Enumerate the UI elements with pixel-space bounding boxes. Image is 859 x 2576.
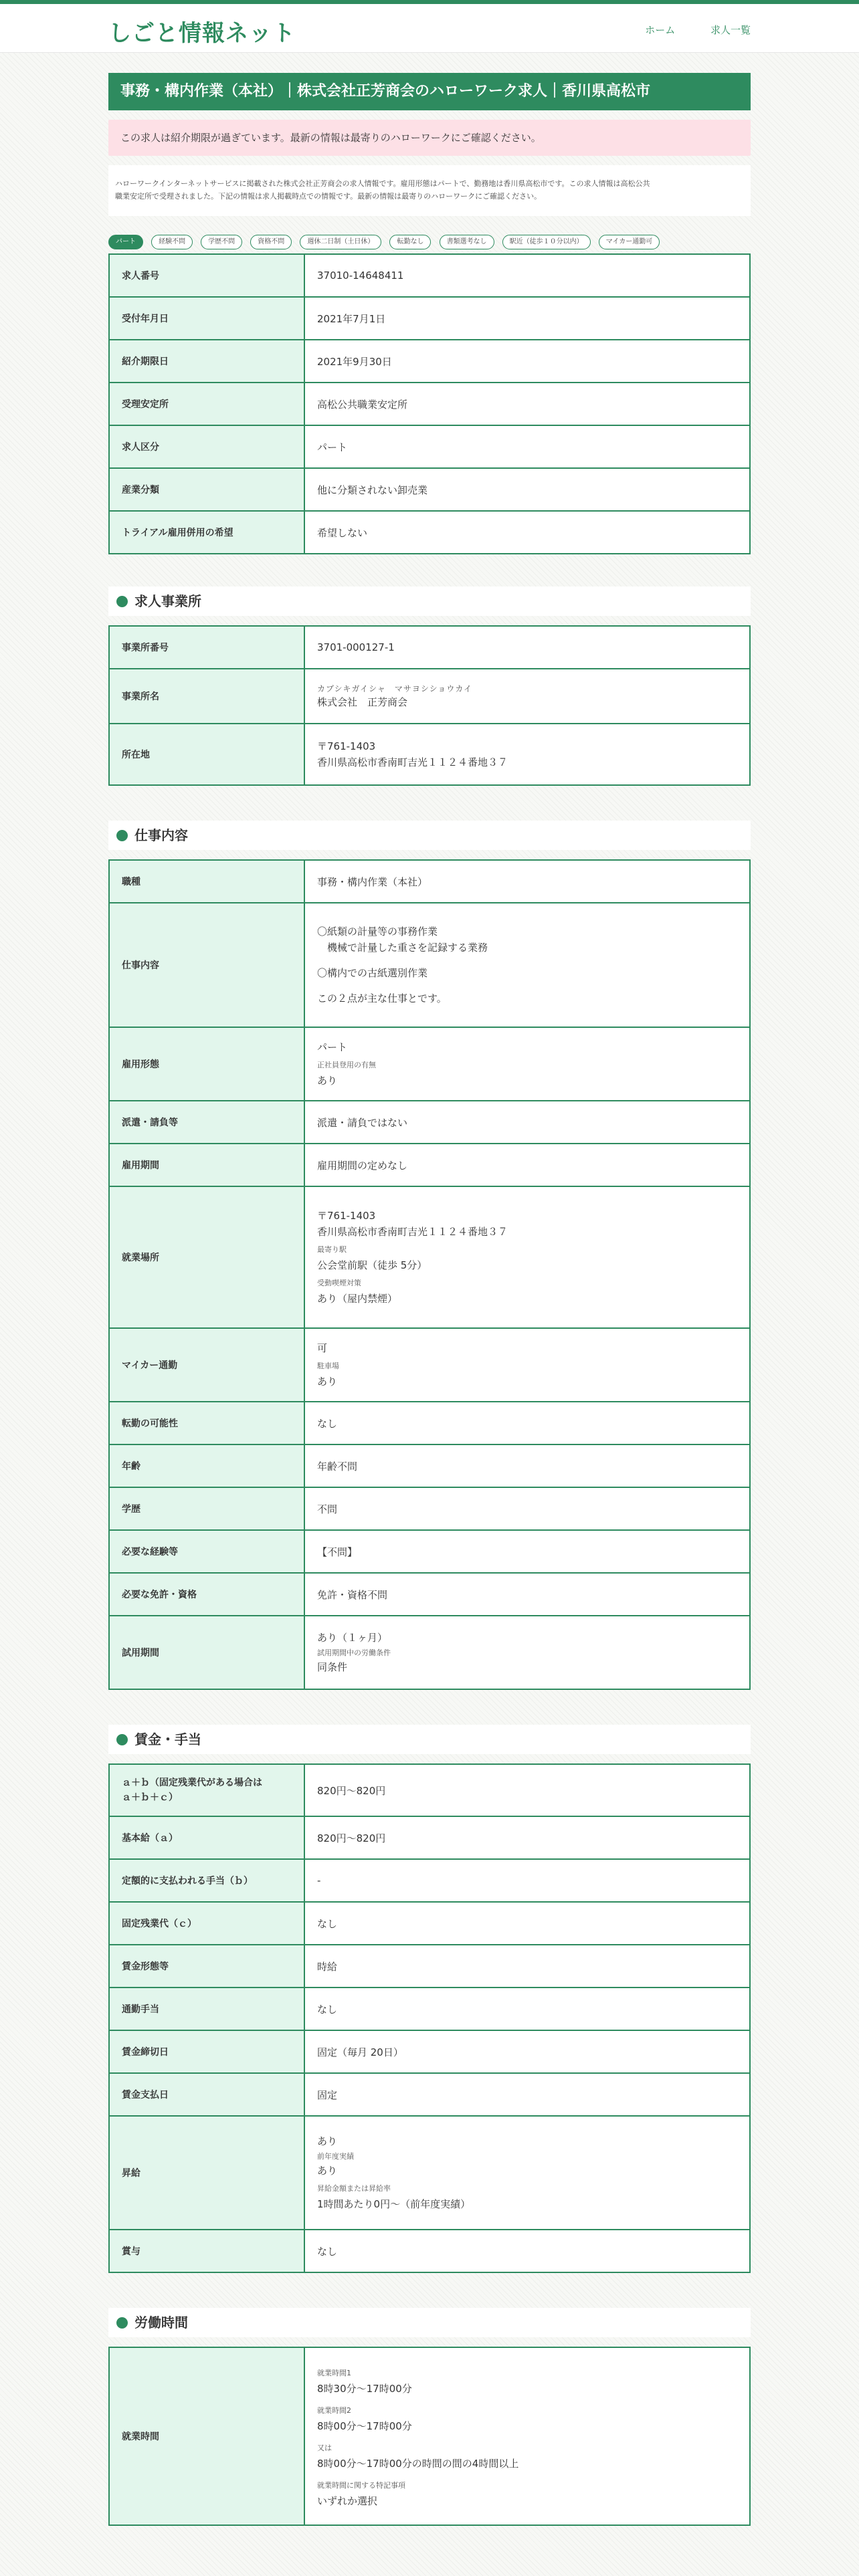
- expired-alert: この求人は紹介期限が過ぎています。最新の情報は最寄りのハローワークにご確認ください。: [108, 120, 751, 156]
- nearest-station: 公会堂前駅（徒歩 5分）: [317, 1259, 427, 1271]
- row-value: 高松公共職業安定所: [304, 383, 750, 425]
- table-row: [109, 669, 750, 724]
- row-label: 固定残業代（ｃ）: [109, 1902, 304, 1945]
- row-value: 固定: [304, 2073, 750, 2116]
- row-label: 通勤手当: [109, 1988, 304, 2030]
- table-row: [109, 1859, 750, 1902]
- bullet-dot-icon: [116, 830, 128, 841]
- section-title: 賃金・手当: [134, 1731, 201, 1747]
- table-row: [109, 425, 750, 468]
- table-row: [109, 1027, 750, 1101]
- main-content: [108, 73, 751, 2526]
- row-value: 時給: [304, 1945, 750, 1988]
- tag-near-station[interactable]: 駅近（徒歩１０分以内）: [502, 235, 591, 249]
- row-label: 年齢: [109, 1444, 304, 1487]
- table-row: [109, 1945, 750, 1988]
- table-row: [109, 2116, 750, 2230]
- hours-table: [108, 2347, 751, 2526]
- row-label: 必要な経験等: [109, 1530, 304, 1573]
- row-value: 他に分類されない卸売業: [304, 468, 750, 511]
- content-line: 〇構内での古紙選別作業: [317, 967, 428, 979]
- row-label: トライアル雇用併用の希望: [109, 511, 304, 554]
- table-row: [109, 1101, 750, 1144]
- row-value: 2021年9月30日: [304, 340, 750, 383]
- row-label: 事業所番号: [109, 626, 304, 669]
- table-row: [109, 903, 750, 1027]
- basic-info-table: [108, 253, 751, 554]
- sub-label: 昇給金額または昇給率: [317, 2184, 391, 2193]
- row-value: [304, 1328, 750, 1402]
- feature-tags: [108, 233, 751, 253]
- sub-label: 最寄り駅: [317, 1245, 347, 1254]
- section-title: 労働時間: [134, 2315, 188, 2331]
- site-header: [0, 4, 859, 53]
- row-label: 賃金支払日: [109, 2073, 304, 2116]
- row-value: 820円〜820円: [304, 1816, 750, 1859]
- table-row: [109, 297, 750, 340]
- hours-value: 8時00分〜17時00分: [317, 2420, 412, 2432]
- bullet-dot-icon: [116, 1734, 128, 1745]
- header-nav: [613, 23, 751, 37]
- tag-no-screening[interactable]: 書類選考なし: [440, 235, 494, 249]
- table-row: [109, 1144, 750, 1186]
- row-value: 3701-000127-1: [304, 626, 750, 669]
- table-row: [109, 254, 750, 297]
- car-commute: 可: [317, 1342, 328, 1354]
- row-value: 820円〜820円: [304, 1764, 750, 1816]
- row-value: [304, 669, 750, 724]
- table-row: [109, 511, 750, 554]
- tag-no-education[interactable]: 学歴不問: [201, 235, 242, 249]
- row-value: なし: [304, 1988, 750, 2030]
- row-value: なし: [304, 1402, 750, 1444]
- office-table: [108, 625, 751, 786]
- row-label: 受付年月日: [109, 297, 304, 340]
- section-heading-office: [108, 586, 751, 616]
- row-label: 雇用期間: [109, 1144, 304, 1186]
- row-label: 受理安定所: [109, 383, 304, 425]
- sub-label: 前年度実績: [317, 2152, 354, 2161]
- table-row: [109, 1444, 750, 1487]
- row-value: 2021年7月1日: [304, 297, 750, 340]
- table-row: [109, 1328, 750, 1402]
- address: 香川県高松市香南町吉光１１２４番地３７: [317, 1226, 508, 1238]
- row-value: -: [304, 1859, 750, 1902]
- tag-part-time[interactable]: パート: [108, 235, 143, 249]
- parking: あり: [317, 1376, 338, 1388]
- table-row: [109, 2230, 750, 2272]
- table-row: [109, 1902, 750, 1945]
- table-row: [109, 383, 750, 425]
- hours-value: 8時30分〜17時00分: [317, 2383, 412, 2395]
- row-value: 固定（毎月 20日）: [304, 2030, 750, 2073]
- sub-value: 1時間あたり0円〜（前年度実績）: [317, 2198, 471, 2210]
- row-value: 派遣・請負ではない: [304, 1101, 750, 1144]
- row-value: [304, 2116, 750, 2230]
- table-row: [109, 1616, 750, 1689]
- table-row: [109, 1530, 750, 1573]
- row-label: 基本給（ａ）: [109, 1816, 304, 1859]
- row-value: 不問: [304, 1487, 750, 1530]
- row-value: [304, 1616, 750, 1689]
- nav-home-link[interactable]: ホーム: [645, 24, 676, 36]
- job-table: [108, 859, 751, 1690]
- table-row: [109, 860, 750, 903]
- table-row: [109, 1988, 750, 2030]
- row-label: 賞与: [109, 2230, 304, 2272]
- sub-value: あり: [317, 2165, 338, 2177]
- hours-value: 8時00分〜17時00分の時間の間の4時間以上: [317, 2458, 519, 2470]
- nav-job-list-link[interactable]: 求人一覧: [710, 24, 751, 36]
- intro-line: ハローワークインターネットサービスに掲載された株式会社正芳商会の求人情報です。雇用形態はパートで、勤務地は香川県高松市です。この求人情報は高松公共: [115, 179, 650, 188]
- sub-label: 就業時間2: [317, 2406, 351, 2415]
- row-value: 事務・構内作業（本社）: [304, 860, 750, 903]
- row-label: 求人区分: [109, 425, 304, 468]
- tag-car-commute[interactable]: マイカー通勤可: [599, 235, 660, 249]
- row-value: 【不問】: [304, 1530, 750, 1573]
- row-value: 年齢不問: [304, 1444, 750, 1487]
- row-value: 37010-14648411: [304, 254, 750, 297]
- table-row: [109, 1764, 750, 1816]
- row-label: 雇用形態: [109, 1027, 304, 1101]
- employment-type: パート: [317, 1041, 348, 1053]
- row-value: [304, 724, 750, 785]
- row-label: 求人番号: [109, 254, 304, 297]
- row-value: なし: [304, 1902, 750, 1945]
- tag-no-qualification[interactable]: 資格不問: [250, 235, 292, 249]
- row-value: 免許・資格不問: [304, 1573, 750, 1616]
- section-heading-wage: [108, 1725, 751, 1754]
- table-row: [109, 724, 750, 785]
- company-name: 株式会社 正芳商会: [317, 695, 408, 708]
- sub-label: 試用期間中の労働条件: [317, 1648, 391, 1657]
- row-value: [304, 903, 750, 1027]
- table-row: [109, 468, 750, 511]
- table-row: [109, 2073, 750, 2116]
- row-label: 職種: [109, 860, 304, 903]
- tag-two-days-off[interactable]: 週休二日制（土日休）: [300, 235, 381, 249]
- table-row: [109, 1186, 750, 1328]
- table-row: [109, 1487, 750, 1530]
- intro-text: [108, 165, 751, 216]
- site-logo[interactable]: しごと情報ネット: [108, 20, 296, 47]
- section-title: 仕事内容: [134, 827, 188, 843]
- row-value: 希望しない: [304, 511, 750, 554]
- zip-code: 〒761-1403: [317, 740, 376, 752]
- row-value: なし: [304, 2230, 750, 2272]
- table-row: [109, 1402, 750, 1444]
- row-label: 就業場所: [109, 1186, 304, 1328]
- row-label: マイカー通勤: [109, 1328, 304, 1402]
- row-label: 紹介期限日: [109, 340, 304, 383]
- row-value: パート: [304, 425, 750, 468]
- section-heading-hours: [108, 2308, 751, 2337]
- row-label: 学歴: [109, 1487, 304, 1530]
- table-row: [109, 1816, 750, 1859]
- sub-label: 駐車場: [317, 1362, 339, 1370]
- row-label: 試用期間: [109, 1616, 304, 1689]
- row-label: 産業分類: [109, 468, 304, 511]
- trial-conditions: 同条件: [317, 1661, 348, 1673]
- bullet-dot-icon: [116, 596, 128, 607]
- bullet-dot-icon: [116, 2317, 128, 2329]
- table-row: [109, 626, 750, 669]
- row-label: 就業時間: [109, 2347, 304, 2525]
- page-title: 事務・構内作業（本社）｜株式会社正芳商会のハローワーク求人｜香川県高松市: [108, 73, 751, 110]
- row-label: 転勤の可能性: [109, 1402, 304, 1444]
- sub-label: 正社員登用の有無: [317, 1061, 376, 1069]
- sub-label: 就業時間に関する特記事項: [317, 2481, 405, 2490]
- row-label: 仕事内容: [109, 903, 304, 1027]
- intro-line: 職業安定所で受理されました。下記の情報は求人掲載時点での情報です。最新の情報は最寄りのハローワークにご確認ください。: [115, 192, 542, 201]
- row-value: [304, 1186, 750, 1328]
- content-line: 〇紙類の計量等の事務作業: [317, 926, 438, 938]
- row-value: [304, 2347, 750, 2525]
- row-label: 派遣・請負等: [109, 1101, 304, 1144]
- sub-label: 又は: [317, 2444, 332, 2452]
- row-label: 事業所名: [109, 669, 304, 724]
- section-heading-job: [108, 821, 751, 850]
- content-line: この２点が主な仕事とです。: [317, 992, 447, 1004]
- smoking-policy: あり（屋内禁煙）: [317, 1293, 398, 1305]
- address: 香川県高松市香南町吉光１１２４番地３７: [317, 756, 508, 768]
- table-row: [109, 2347, 750, 2525]
- row-label: 必要な免許・資格: [109, 1573, 304, 1616]
- table-row: [109, 340, 750, 383]
- row-label: 昇給: [109, 2116, 304, 2230]
- raise-value: あり: [317, 2135, 338, 2147]
- row-label: 賃金締切日: [109, 2030, 304, 2073]
- sub-label: 就業時間1: [317, 2369, 351, 2377]
- table-row: [109, 2030, 750, 2073]
- section-title: 求人事業所: [134, 593, 201, 609]
- trial-period: あり（１ヶ月）: [317, 1632, 388, 1644]
- content-line: 機械で計量した重さを記録する業務: [317, 942, 488, 954]
- row-value: [304, 1027, 750, 1101]
- row-label: ａ＋ｂ（固定残業代がある場合は ａ＋ｂ＋ｃ）: [109, 1764, 304, 1816]
- row-value: 雇用期間の定めなし: [304, 1144, 750, 1186]
- zip-code: 〒761-1403: [317, 1210, 376, 1222]
- sub-label: 受動喫煙対策: [317, 1279, 361, 1287]
- sub-value: あり: [317, 1075, 338, 1087]
- row-label: 定額的に支払われる手当（ｂ）: [109, 1859, 304, 1902]
- wage-table: [108, 1763, 751, 2273]
- row-label: 賃金形態等: [109, 1945, 304, 1988]
- tag-no-transfer[interactable]: 転勤なし: [389, 235, 431, 249]
- row-label: 所在地: [109, 724, 304, 785]
- company-kana: カブシキガイシャ マサヨシショウカイ: [317, 683, 473, 693]
- table-row: [109, 1573, 750, 1616]
- tag-no-experience[interactable]: 経験不問: [151, 235, 193, 249]
- hours-value: いずれか選択: [317, 2495, 378, 2507]
